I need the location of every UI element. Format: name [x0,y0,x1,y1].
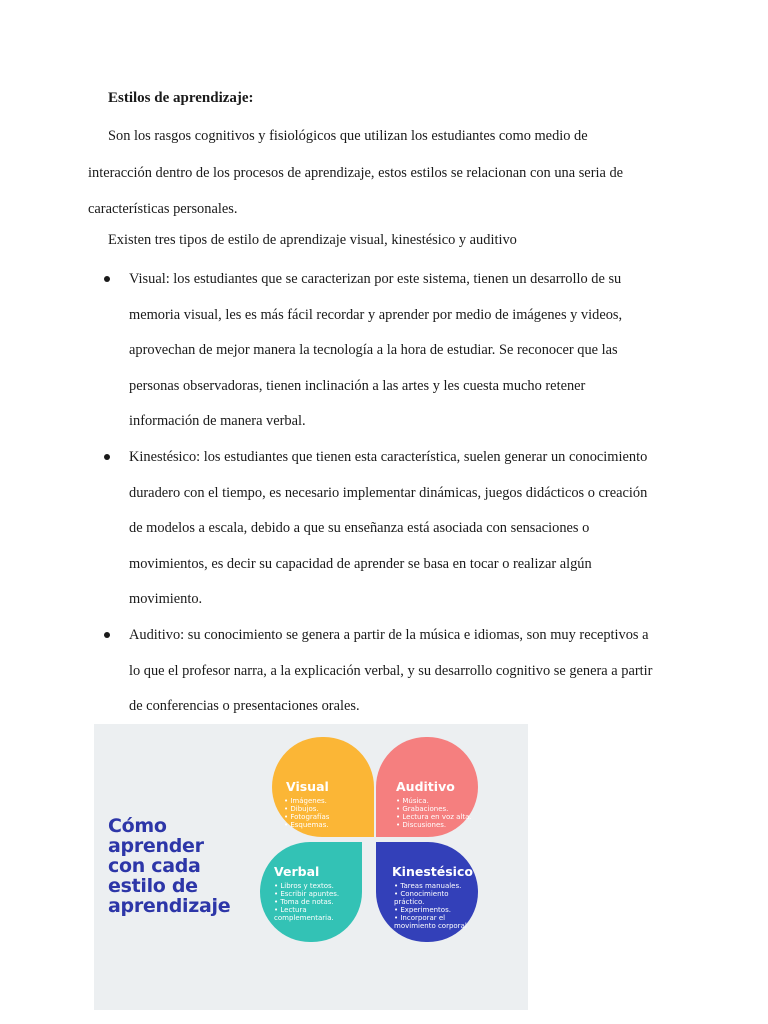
petal-item: • Escribir apuntes. [274,890,364,898]
list-line: lo que el profesor narra, a la explicación verbal, y su desarrollo cognitivo se genera a partir [129,662,653,679]
petal-title: Verbal [274,864,320,879]
paragraph-line [88,118,688,155]
list-line: aprovechan de mejor manera la tecnología a la hora de estudiar. Se reconocer que las [129,342,618,359]
petal-item: • Tareas manuales. [394,882,478,890]
list-line: personas observadoras, tienen inclinación a las artes y les cuesta mucho retener [129,377,586,394]
headline-line: aprender [108,835,204,857]
list-line: información de manera verbal. [129,413,306,430]
paragraph-line: interacción dentro de los procesos de aprendizaje, estos estilos se relacionan con una seria de [88,164,624,181]
paragraph-line: características personales. [88,201,238,217]
petal-item: • Incorporar el movimiento corporal [394,914,478,930]
list-line: Kinestésico: los estudiantes que tienen esta característica, suelen generar un conocimiento [129,448,648,465]
petal-item: • Dibujos. [284,805,368,813]
petal-items [284,797,368,829]
headline-line: Cómo [108,815,167,837]
petal-verbal [260,842,362,942]
petal-item: • Discusiones. [396,821,476,829]
petal-items [274,882,364,922]
petal-title: Auditivo [396,779,455,794]
petal-item: • Imágenes. [284,797,368,805]
paragraph-line-text: Son los rasgos cognitivos y fisiológicos que utilizan los estudiantes como medio de [108,128,588,144]
list-line: movimientos, es decir su capacidad de aprender se basa en tocar o realizar algún [129,555,592,572]
list-item-kinestesico [104,440,689,618]
bullet-dot [104,276,110,282]
list-line: memoria visual, les es más fácil recordar y aprender por medio de imágenes y videos, [129,306,623,323]
list-line: Auditivo: su conocimiento se genera a partir de la música e idiomas, son muy receptivos a [129,626,649,643]
headline-line: aprendizaje [108,895,231,917]
petal-auditivo [376,737,478,837]
petal-item: • Conocimiento práctico. [394,890,478,906]
list-line: duradero con el tiempo, es necesario implementar dinámicas, juegos didácticos o creación [129,484,648,501]
bullet-dot [104,454,110,460]
petal-items [396,797,476,829]
petal-item: • Música. [396,797,476,805]
petal-item: • Esquemas. [284,821,368,829]
list-item-visual [104,262,689,440]
petal-item: • Grabaciones. [396,805,476,813]
intro-line: Existen tres tipos de estilo de aprendizaje visual, kinestésico y auditivo [108,232,517,248]
section-title: Estilos de aprendizaje: [108,90,254,106]
headline-line: estilo de [108,875,198,897]
list-line: de modelos a escala, debido a que su enseñanza está asociada con sensaciones o [129,520,590,537]
definition-paragraph [88,118,688,228]
headline-line: con cada [108,855,201,877]
petal-item: • Experimentos. [394,906,478,914]
infographic-headline [108,816,258,916]
petal-title: Kinestésico [392,864,473,879]
learning-styles-infographic [94,724,528,1010]
list-line: Visual: los estudiantes que se caracterizan por este sistema, tienen un desarrollo de su [129,271,622,287]
list-line: de conferencias o presentaciones orales. [129,698,360,715]
petal-item: • Lectura en voz alta. [396,813,476,821]
petal-items [394,882,478,930]
petal-item: • Toma de notas. [274,898,364,906]
list-item-auditivo [104,618,689,725]
petal-kinestesico [376,842,478,942]
petal-visual [272,737,374,837]
learning-styles-list [104,262,689,725]
list-line: movimiento. [129,591,203,608]
petal-item: • Fotografías [284,813,368,821]
petal-title: Visual [286,779,329,794]
petal-item: • Lectura complementaria. [274,906,364,922]
bullet-dot [104,632,110,638]
petal-item: • Libros y textos. [274,882,364,890]
